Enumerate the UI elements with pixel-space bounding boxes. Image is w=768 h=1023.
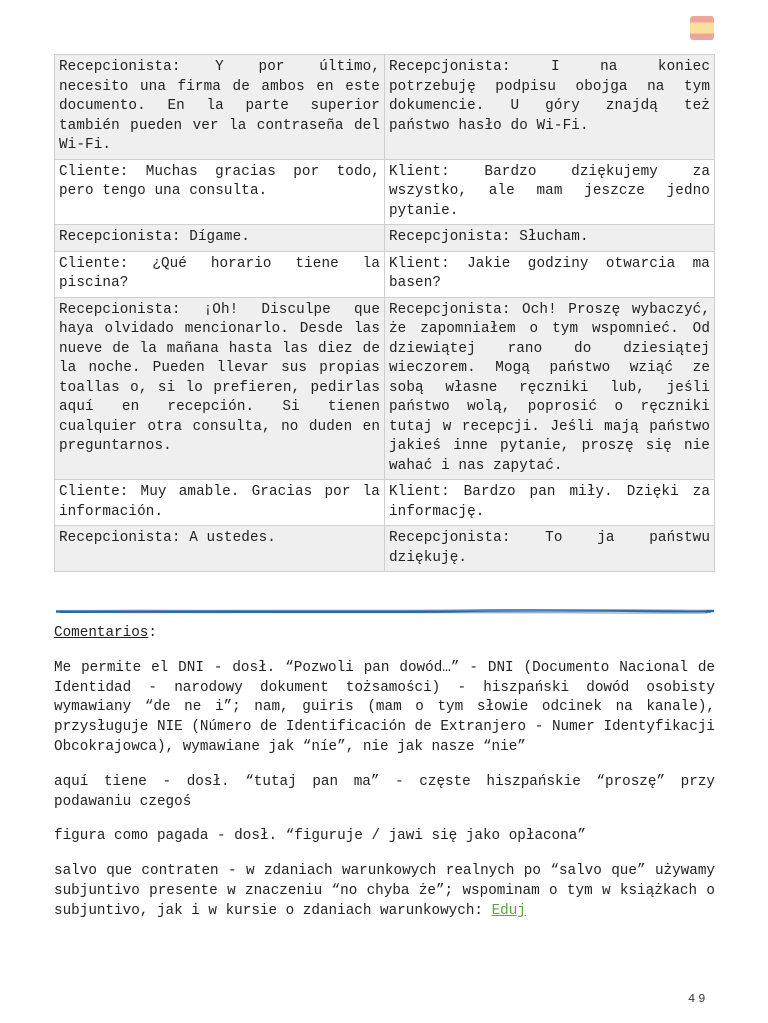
dialogue-row [55,159,715,225]
polish-line: Recepcjonista: Słucham. [385,225,715,252]
spanish-line: Cliente: Muy amable. Gracias por la información. [55,480,385,526]
dialogue-row [55,480,715,526]
brush-divider [56,608,714,614]
polish-line: Recepcjonista: To ja państwu dziękuję. [385,526,715,572]
dialogue-row [55,225,715,252]
comments-section [54,624,715,937]
spanish-line: Recepcionista: A ustedes. [55,526,385,572]
dialogue-table [54,54,715,572]
polish-line: Klient: Bardzo pan miły. Dzięki za informację. [385,480,715,526]
comment-paragraph: Me permite el DNI - dosł. “Pozwoli pan dowód…” - DNI (Documento Nacional de Identidad - narodowy dokument tożsamości) - hiszpański dowód osobisty wymawiany “de ne i”; nam, guiris (mam o tym słowie odcinek na kanale), przysługuje NIE (Número de Identificación de Extranjero - Numer Identyfikacji Obcokrajowca), wymawiane jak “níe”, nie jak nasze “nie” [54,659,715,755]
dialogue-row [55,526,715,572]
comments-heading-colon: : [148,625,157,641]
polish-line: Recepcjonista: I na koniec potrzebuję podpisu obojga na tym dokumencie. U góry znajdą też państwo hasło do Wi-Fi. [385,55,715,160]
page-number: 49 [688,992,709,1006]
spanish-line: Cliente: ¿Qué horario tiene la piscina? [55,251,385,297]
dialogue-row [55,297,715,480]
polish-line: Klient: Bardzo dziękujemy za wszystko, ale mam jeszcze jedno pytanie. [385,159,715,225]
spanish-line: Recepcionista: ¡Oh! Disculpe que haya olvidado mencionarlo. Desde las nueve de la mañana hasta las diez de la noche. Pueden llevar sus propias toallas o, si lo prefieren, pedirlas aquí en recepción. Si tienen cualquier otra consulta, no duden en preguntarnos. [55,297,385,480]
comment-paragraph: aquí tiene - dosł. “tutaj pan ma” - częste hiszpańskie “proszę” przy podawaniu czegoś [54,773,715,810]
dialogue-row [55,251,715,297]
spanish-line: Cliente: Muchas gracias por todo, pero tengo una consulta. [55,159,385,225]
comment-paragraph-with-link [54,862,715,921]
spanish-line: Recepcionista: Dígame. [55,225,385,252]
eduj-link[interactable]: Eduj [491,902,526,919]
comment-paragraph: figura como pagada - dosł. “figuruje / jawi się jako opłacona” [54,828,586,845]
comment-paragraph-text: salvo que contraten - w zdaniach warunkowych realnych po “salvo que” używamy subjuntivo presente w znaczeniu “no chyba że”; wspominam o tym w książkach o subjuntivo, jak i w kursie o zdaniach warunkowych: [54,863,715,919]
comments-heading: Comentarios [54,625,149,641]
polish-line: Klient: Jakie godziny otwarcia ma basen? [385,251,715,297]
logo-badge-icon [690,16,714,40]
dialogue-row [55,55,715,160]
polish-line: Recepcjonista: Och! Proszę wybaczyć, że zapomniałem o tym wspomnieć. Od dziewiątej rano do dziesiątej wieczorem. Mogą państwo wziąć ze sobą własne ręczniki lub, jeśli państwo wolą, poprosić o ręczniki tutaj w recepcji. Jeśli mają państwo jakieś inne pytanie, proszę się nie wahać i nas zapytać. [385,297,715,480]
spanish-line: Recepcionista: Y por último, necesito una firma de ambos en este documento. En la parte superior también pueden ver la contraseña del Wi-Fi. [55,55,385,160]
comments-heading-line [54,624,715,644]
